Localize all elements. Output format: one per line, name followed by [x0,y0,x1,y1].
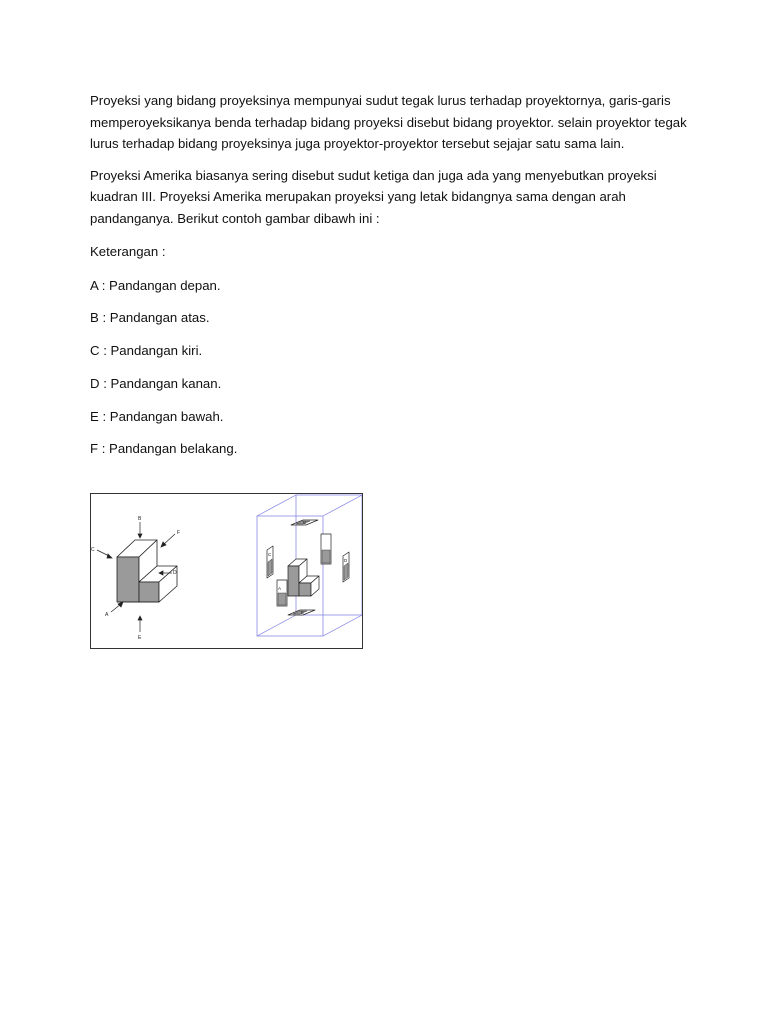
projected-views [267,520,349,615]
projection-figure [90,493,363,649]
label-b-right: B [303,520,307,525]
paragraph-intro: Proyeksi yang bidang proyeksinya mempunyai sudut tegak lurus terhadap proyektornya, garis-garis memperoyeksikanya benda terhadap bidang proyeksi disebut bidang proyektor. selain proyektor tegak lurus terhadap bidang proyeksinya juga proyektor-proyektor tersebut sejajar satu sama lain. [90,93,687,151]
label-c-right: C [268,552,272,557]
legend-item-e: E : Pandangan bawah. [90,408,224,424]
label-e-right: E [301,610,305,615]
legend-item-b: B : Pandangan atas. [90,310,210,326]
legend-heading: Keterangan : [90,244,166,259]
label-c-left: C [91,547,95,553]
label-b-left: B [138,516,142,522]
label-a-right: A [278,586,282,591]
paragraph-american-projection: Proyeksi Amerika biasanya sering disebut sudut ketiga dan juga ada yang menyebutkan proyeksi kuadran III. Proyeksi Amerika merupakan proyeksi yang letak bidangnya sama dengan arah pandanganya. Berikut contoh gambar dibawh ini : [90,167,657,226]
isometric-object [117,540,177,602]
legend-item-c: C : Pandangan kiri. [90,343,203,359]
label-f-left: F [177,530,181,536]
legend-item-d: D : Pandangan kanan. [90,375,222,391]
label-d-right: D [344,558,348,563]
label-a-left: A [105,612,109,618]
legend-item-f: F : Pandangan belakang. [90,441,238,457]
label-e-left: E [138,635,142,641]
document-body [90,90,690,471]
legend-item-a: A : Pandangan depan. [90,277,221,293]
label-d-left: D [173,570,177,576]
projection-diagram [91,494,362,648]
